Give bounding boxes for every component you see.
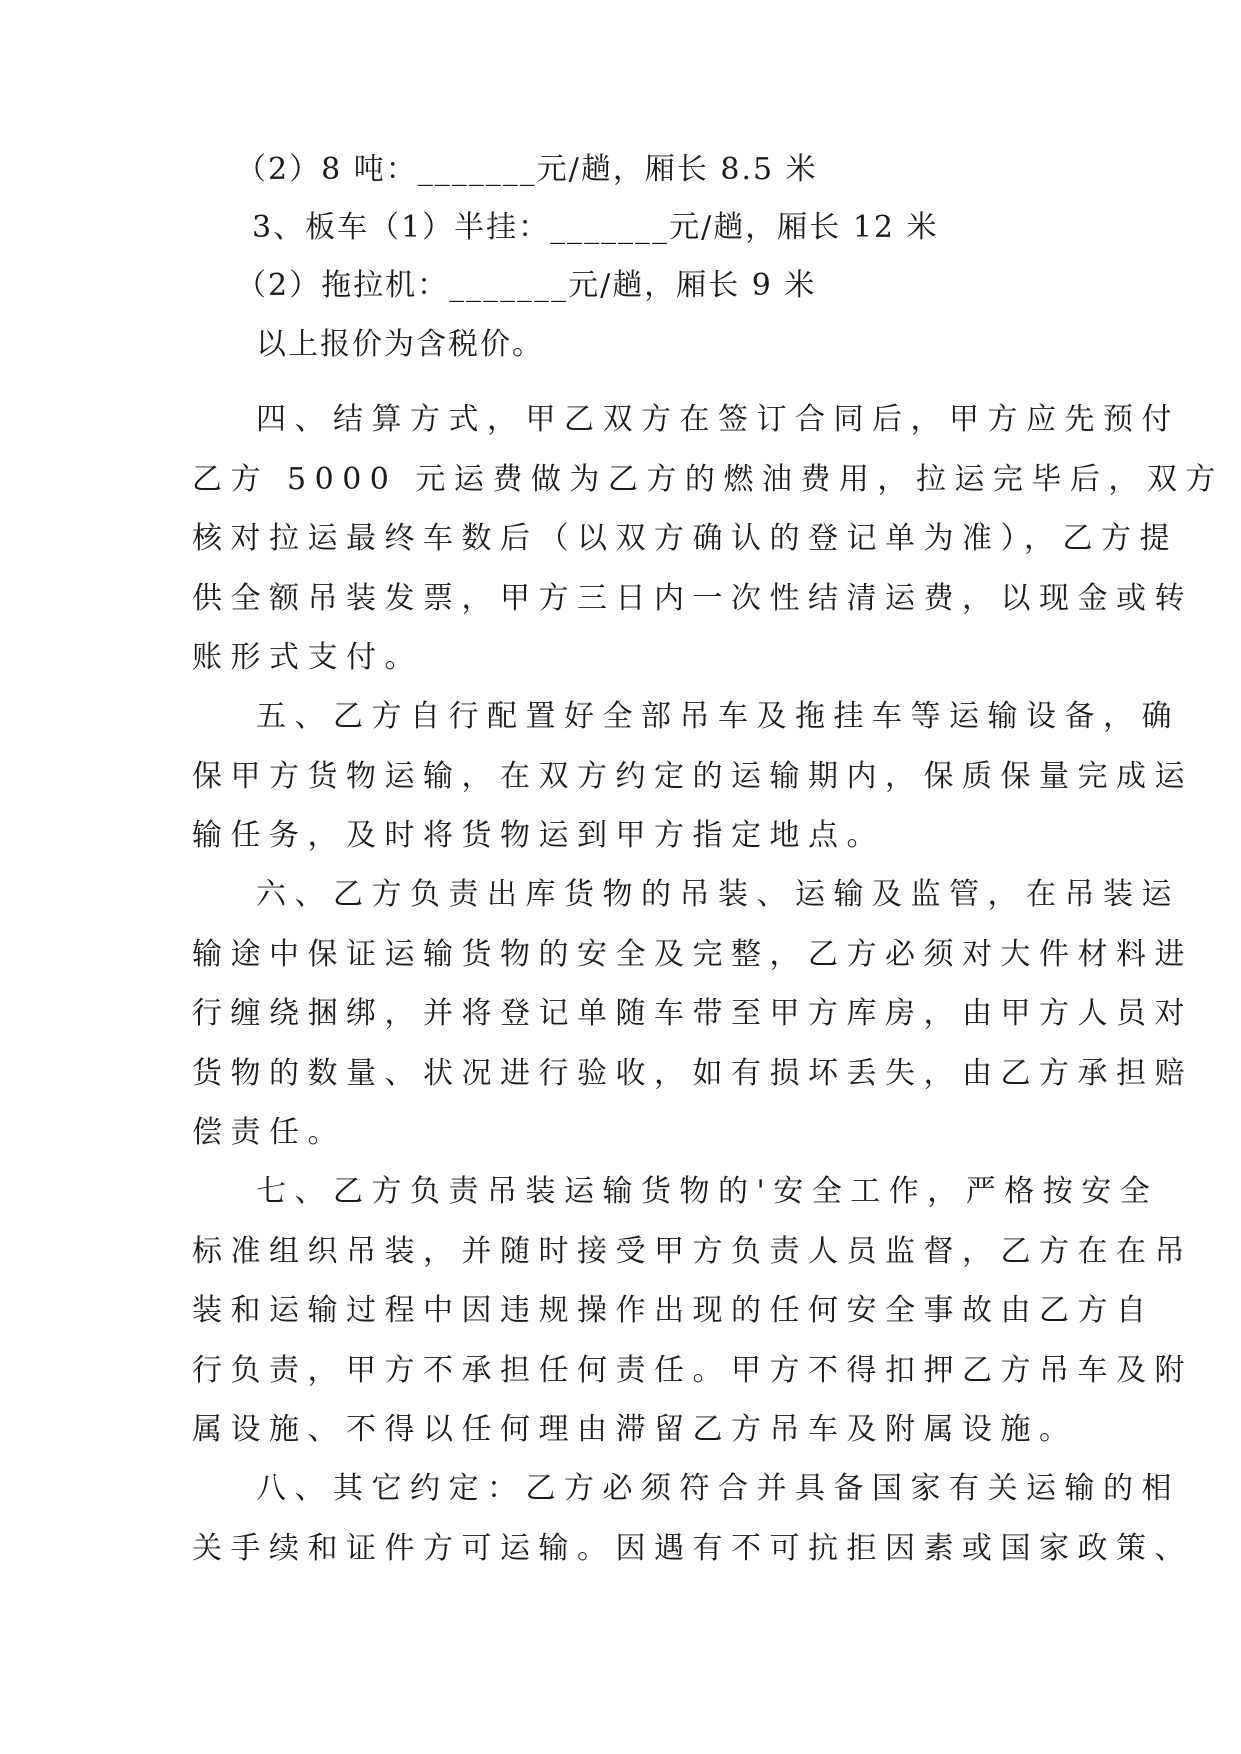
text-line: 保甲方货物运输，在双方约定的运输期内，保质保量完成运 [192,758,1193,794]
section-settlement [192,390,1224,688]
price-line-8-ton: （2）8 吨：_______元/趟，厢长 8.5 米 [236,152,818,187]
price-line-semi-trailer: 3、板车（1）半挂：_______元/趟，厢长 12 米 [252,210,939,245]
section-safety [192,1162,1193,1460]
text-line: 行负责，甲方不承担任何责任。甲方不得扣押乙方吊车及附 [192,1352,1193,1388]
text-line: 货物的数量、状况进行验收，如有损坏丢失，由乙方承担赔 [192,1055,1193,1091]
text-line: 核对拉运最终车数后（以双方确认的登记单为准），乙方提 [192,521,1178,556]
text-line: 关手续和证件方可运输。因遇有不可抗拒因素或国家政策、 [192,1530,1193,1566]
text-line: 八、其它约定：乙方必须符合并具备国家有关运输的相 [256,1471,1180,1506]
text-line: 乙方 5000 元运费做为乙方的燃油费用，拉运完毕后，双方 [192,461,1224,497]
text-line: 供全额吊装发票，甲方三日内一次性结清运费，以现金或转 [192,580,1193,616]
text-line: 四、结算方式，甲乙双方在签订合同后，甲方应先预付 [256,402,1180,437]
text-line: 六、乙方负责出库货物的吊装、运输及监管，在吊装运 [256,877,1180,912]
text-line: 装和运输过程中因违规操作出现的任何安全事故由乙方自 [192,1293,1155,1328]
tax-note: 以上报价为含税价。 [256,327,544,362]
text-line: 账形式支付。 [192,640,423,675]
text-line: 偿责任。 [192,1115,346,1150]
text-line: 五、乙方自行配置好全部吊车及拖挂车等运输设备，确 [256,699,1180,734]
section-other-terms [192,1459,1193,1578]
price-line-tractor: （2）拖拉机：_______元/趟，厢长 9 米 [236,268,817,303]
text-line: 七、乙方负责吊装运输货物的'安全工作，严格按安全 [256,1174,1159,1209]
text-line: 输途中保证运输货物的安全及完整，乙方必须对大件材料进 [192,936,1193,972]
section-equipment [192,687,1193,866]
section-responsibility [192,865,1193,1163]
text-line: 标准组织吊装，并随时接受甲方负责人员监督，乙方在在吊 [192,1233,1193,1269]
text-line: 属设施、不得以任何理由滞留乙方吊车及附属设施。 [192,1412,1078,1447]
text-line: 行缠绕捆绑，并将登记单随车带至甲方库房，由甲方人员对 [192,996,1193,1031]
text-line: 输任务，及时将货物运到甲方指定地点。 [192,818,885,853]
